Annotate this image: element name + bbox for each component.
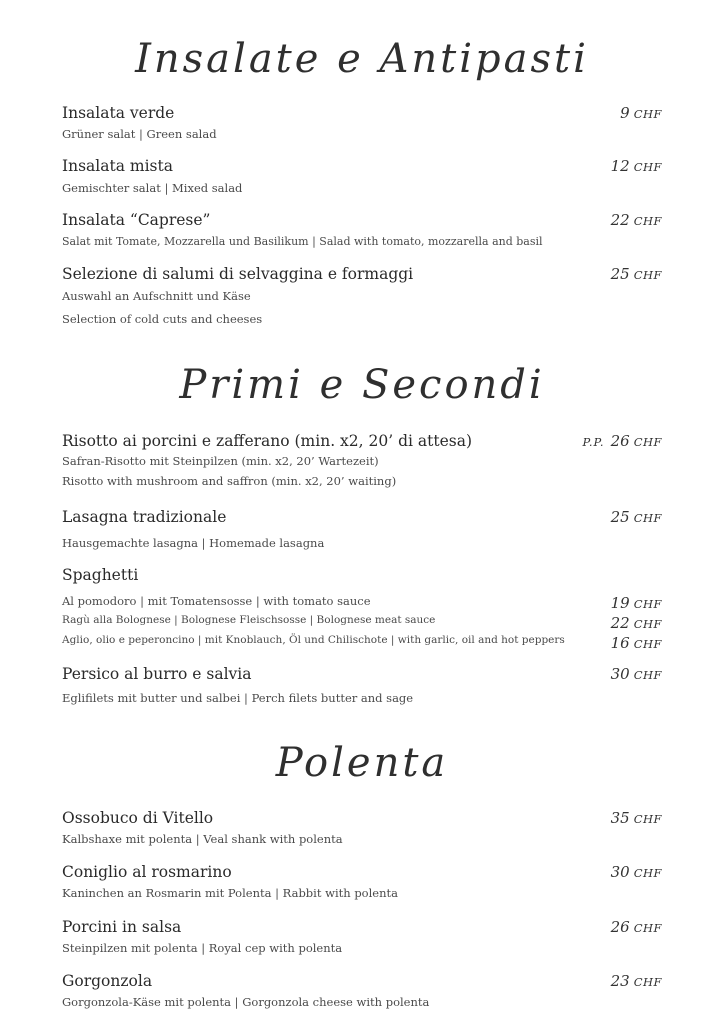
price-value: 12 [610,157,630,175]
item-price [611,594,662,612]
section-title-insalate: Insalate e Antipasti [135,36,589,82]
variant-description: Aglio, olio e peperoncino | mit Knoblauch, Öl und Chilischote | with garlic, oil and hot peppers [62,634,565,646]
price-value: 22 [610,211,630,229]
menu-item [62,863,662,900]
item-price [611,508,662,526]
item-description: Safran-Risotto mit Steinpilzen (min. x2, 20’ Wartezeit) [62,454,379,468]
item-name: Insalata mista [62,157,173,175]
menu-item [62,665,662,705]
item-price [620,104,662,122]
menu-item [62,508,662,550]
item-price [611,665,662,683]
item-price [611,972,662,990]
price-value: 22 [610,614,630,632]
price-value: 26 [610,918,630,936]
price-currency: CHF [633,160,662,174]
price-currency: CHF [633,668,662,682]
price-value: 30 [610,665,630,683]
price-value: 9 [620,104,630,122]
item-name: Risotto ai porcini e zafferano (min. x2, 20’ di attesa) [62,432,473,450]
price-currency: CHF [633,435,662,449]
item-name: Porcini in salsa [62,918,182,936]
variant-description: Ragù alla Bolognese | Bolognese Fleischsosse | Bolognese meat sauce [62,614,436,626]
price-currency: CHF [633,921,662,935]
item-price [611,863,662,881]
variant-row [62,614,662,632]
item-price [611,809,662,827]
item-description-secondary: Selection of cold cuts and cheeses [62,312,263,326]
price-currency: CHF [633,268,662,282]
menu-item-spaghetti [62,566,662,656]
item-name: Persico al burro e salvia [62,665,252,683]
price-currency: CHF [633,617,662,631]
item-name: Selezione di salumi di selvaggina e formaggi [62,265,414,283]
menu-item [62,104,662,141]
item-price [611,157,662,175]
variant-row [62,634,662,652]
item-name: Gorgonzola [62,972,153,990]
menu-item [62,972,662,1009]
price-currency: CHF [633,637,662,651]
price-currency: CHF [633,214,662,228]
item-description: Grüner salat | Green salad [62,127,217,141]
item-name: Coniglio al rosmarino [62,863,232,881]
price-currency: CHF [633,107,662,121]
menu-item [62,918,662,955]
item-name: Ossobuco di Vitello [62,809,214,827]
item-description: Eglifilets mit butter und salbei | Perch filets butter and sage [62,691,414,705]
variant-description: Al pomodoro | mit Tomatensosse | with tomato sauce [62,594,371,608]
item-price [611,265,662,283]
price-currency: CHF [633,975,662,989]
item-price [611,918,662,936]
price-currency: CHF [633,597,662,611]
item-description: Gorgonzola-Käse mit polenta | Gorgonzola cheese with polenta [62,995,430,1009]
menu-item [62,211,662,248]
price-value: 26 [610,432,630,450]
price-value: 25 [610,508,630,526]
menu-item [62,432,662,488]
item-description: Gemischter salat | Mixed salad [62,181,243,195]
item-description-secondary: Risotto with mushroom and saffron (min. x2, 20’ waiting) [62,474,397,488]
menu-item [62,265,662,326]
menu-item [62,157,662,195]
item-description: Steinpilzen mit polenta | Royal cep with polenta [62,941,343,955]
item-price [611,211,662,229]
item-description: Hausgemachte lasagna | Homemade lasagna [62,536,325,550]
item-price [611,634,662,652]
price-currency: CHF [633,866,662,880]
item-price [582,432,662,450]
item-description: Salat mit Tomate, Mozzarella und Basilikum | Salad with tomato, mozzarella and basil [62,235,543,248]
item-name: Insalata “Caprese” [62,211,211,229]
price-value: 25 [610,265,630,283]
item-description: Kalbshaxe mit polenta | Veal shank with polenta [62,832,343,846]
price-value: 16 [610,634,630,652]
item-price [611,614,662,632]
variant-row [62,594,662,612]
menu-item [62,809,662,846]
price-value: 30 [610,863,630,881]
item-name: Lasagna tradizionale [62,508,227,526]
section-title-primi: Primi e Secondi [179,362,545,408]
section-title-polenta: Polenta [275,740,449,786]
price-prefix: P.P. [582,435,605,449]
price-currency: CHF [633,511,662,525]
item-name: Insalata verde [62,104,175,122]
item-description: Auswahl an Aufschnitt und Käse [62,289,251,303]
item-name: Spaghetti [62,566,139,584]
price-currency: CHF [633,812,662,826]
price-value: 23 [610,972,630,990]
item-description: Kaninchen an Rosmarin mit Polenta | Rabbit with polenta [62,886,398,900]
price-value: 35 [610,809,630,827]
price-value: 19 [610,594,630,612]
